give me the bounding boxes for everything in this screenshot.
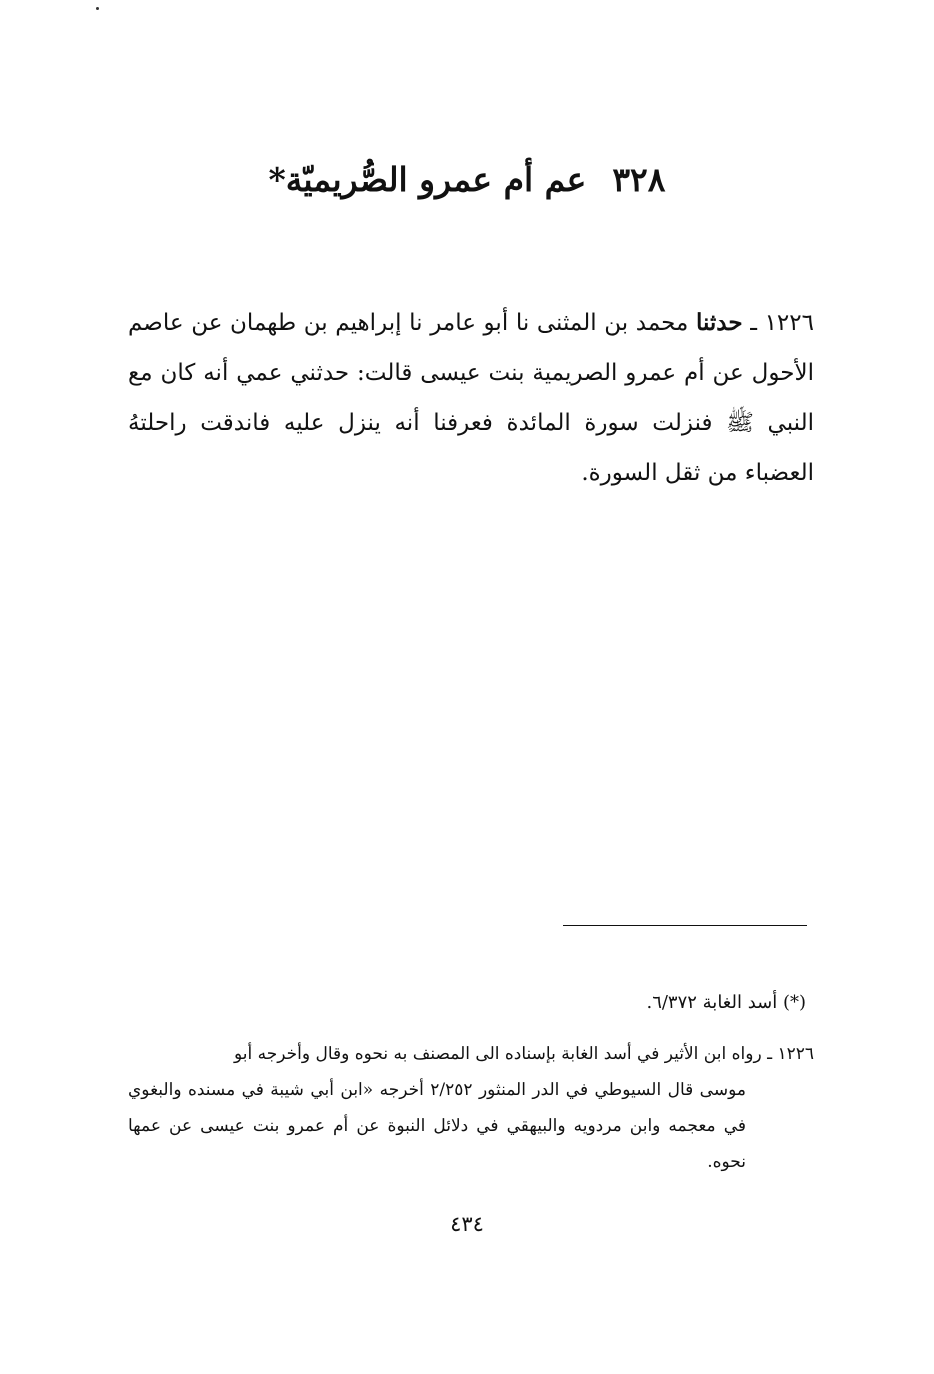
hadith-paragraph xyxy=(128,298,814,498)
footnote-hadith-first-line xyxy=(128,1036,814,1072)
page-number: ٤٣٤ xyxy=(450,1212,484,1236)
hadith-number: ١٢٢٦ ـ xyxy=(750,310,814,336)
footnote-source: (*) أسد الغابة ٦/٣٧٢. xyxy=(646,992,806,1013)
chapter-title: عم أم عمرو الصُّريميّة* xyxy=(268,160,587,199)
hadith-lead-word: حدثنا xyxy=(695,309,743,336)
hadith-text: محمد بن المثنى نا أبو عامر نا إبراهيم بن طهمان عن عاصم الأحول عن أم عمرو الصريمية بنت عيسى قالت: حدثني عمي أنه كان مع النبي ﷺ فنزلت سورة المائدة فعرفنا أنه ينزل عليه فاندقت راحلتهُ العضباء من ثقل السورة. xyxy=(128,310,814,486)
footnote-divider xyxy=(563,925,807,926)
chapter-heading xyxy=(200,150,734,210)
footnote-hadith-number: ١٢٢٦ ـ xyxy=(767,1044,814,1064)
footnote-hadith xyxy=(128,1036,814,1180)
chapter-number: ٣٢٨ xyxy=(612,160,666,199)
footnote-hadith-line-text: رواه ابن الأثير في أسد الغابة بإسناده الى المصنف به نحوه وقال وأخرجه أبو xyxy=(233,1044,762,1064)
footnote-hadith-continuation: موسى قال السيوطي في الدر المنثور ٢/٢٥٢ أخرجه «ابن أبي شيبة في مسنده والبغوي في معجمه وابن مردويه والبيهقي في دلائل النبوة عن أم عمرو بنت عيسى عن عمها نحوه. xyxy=(128,1080,746,1172)
scan-speck xyxy=(96,7,99,10)
